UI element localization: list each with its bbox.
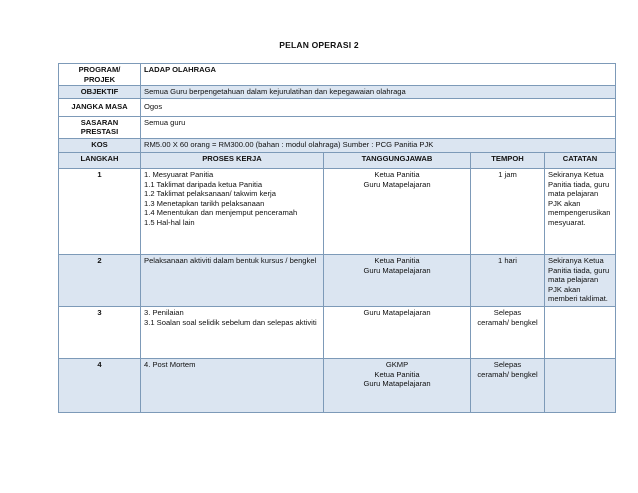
sasaran-label: SASARAN PRESTASI <box>59 116 141 138</box>
langkah-cell: 3 <box>59 306 141 358</box>
table-row <box>59 358 616 412</box>
catatan-cell: Sekiranya Ketua Panitia tiada, guru mata pelajaran PJK akan mempengerusikan mesyuarat. <box>545 168 616 254</box>
table-row <box>59 306 616 358</box>
proses-cell: 3. Penilaian 3.1 Soalan soal selidik sebelum dan selepas aktiviti <box>141 306 324 358</box>
jangka-masa-value: Ogos <box>141 98 616 116</box>
jangka-masa-label: JANGKA MASA <box>59 98 141 116</box>
proses-cell: 4. Post Mortem <box>141 358 324 412</box>
header-langkah: LANGKAH <box>59 152 141 168</box>
table-header-row <box>59 152 616 168</box>
langkah-cell: 4 <box>59 358 141 412</box>
program-value: LADAP OLAHRAGA <box>141 64 616 86</box>
tanggungjawab-cell: GKMP Ketua Panitia Guru Matapelajaran <box>324 358 471 412</box>
sasaran-value: Semua guru <box>141 116 616 138</box>
tempoh-cell: 1 jam <box>471 168 545 254</box>
tanggungjawab-cell: Guru Matapelajaran <box>324 306 471 358</box>
catatan-cell: Sekiranya Ketua Panitia tiada, guru mata pelajaran PJK akan memberi taklimat. <box>545 254 616 306</box>
jangka-masa-row <box>59 98 616 116</box>
catatan-cell <box>545 306 616 358</box>
proses-cell: 1. Mesyuarat Panitia 1.1 Taklimat daripada ketua Panitia 1.2 Taklimat pelaksanaan/ takwim kerja 1.3 Menetapkan tarikh pelaksanaan 1.4 Menentukan dan menjemput penceramah 1.5 Hal-hal lain <box>141 168 324 254</box>
langkah-cell: 2 <box>59 254 141 306</box>
header-tanggungjawab: TANGGUNGJAWAB <box>324 152 471 168</box>
tempoh-cell: 1 hari <box>471 254 545 306</box>
kos-value: RM5.00 X 60 orang = RM300.00 (bahan : modul olahraga) Sumber : PCG Panitia PJK <box>141 138 616 152</box>
proses-cell: Pelaksanaan aktiviti dalam bentuk kursus / bengkel <box>141 254 324 306</box>
program-row <box>59 64 616 86</box>
tanggungjawab-cell: Ketua Panitia Guru Matapelajaran <box>324 254 471 306</box>
operation-plan-table <box>58 63 616 413</box>
header-catatan: CATATAN <box>545 152 616 168</box>
header-tempoh: TEMPOH <box>471 152 545 168</box>
kos-label: KOS <box>59 138 141 152</box>
kos-row <box>59 138 616 152</box>
table-row <box>59 168 616 254</box>
page-title: PELAN OPERASI 2 <box>279 40 359 50</box>
table-row <box>59 254 616 306</box>
program-label: PROGRAM/ PROJEK <box>59 64 141 86</box>
objektif-label: OBJEKTIF <box>59 86 141 99</box>
langkah-cell: 1 <box>59 168 141 254</box>
header-proses-kerja: PROSES KERJA <box>141 152 324 168</box>
tanggungjawab-cell: Ketua Panitia Guru Matapelajaran <box>324 168 471 254</box>
tempoh-cell: Selepas ceramah/ bengkel <box>471 306 545 358</box>
catatan-cell <box>545 358 616 412</box>
objektif-row <box>59 86 616 99</box>
sasaran-row <box>59 116 616 138</box>
tempoh-cell: Selepas ceramah/ bengkel <box>471 358 545 412</box>
objektif-value: Semua Guru berpengetahuan dalam kejurulatihan dan kepegawaian olahraga <box>141 86 616 99</box>
